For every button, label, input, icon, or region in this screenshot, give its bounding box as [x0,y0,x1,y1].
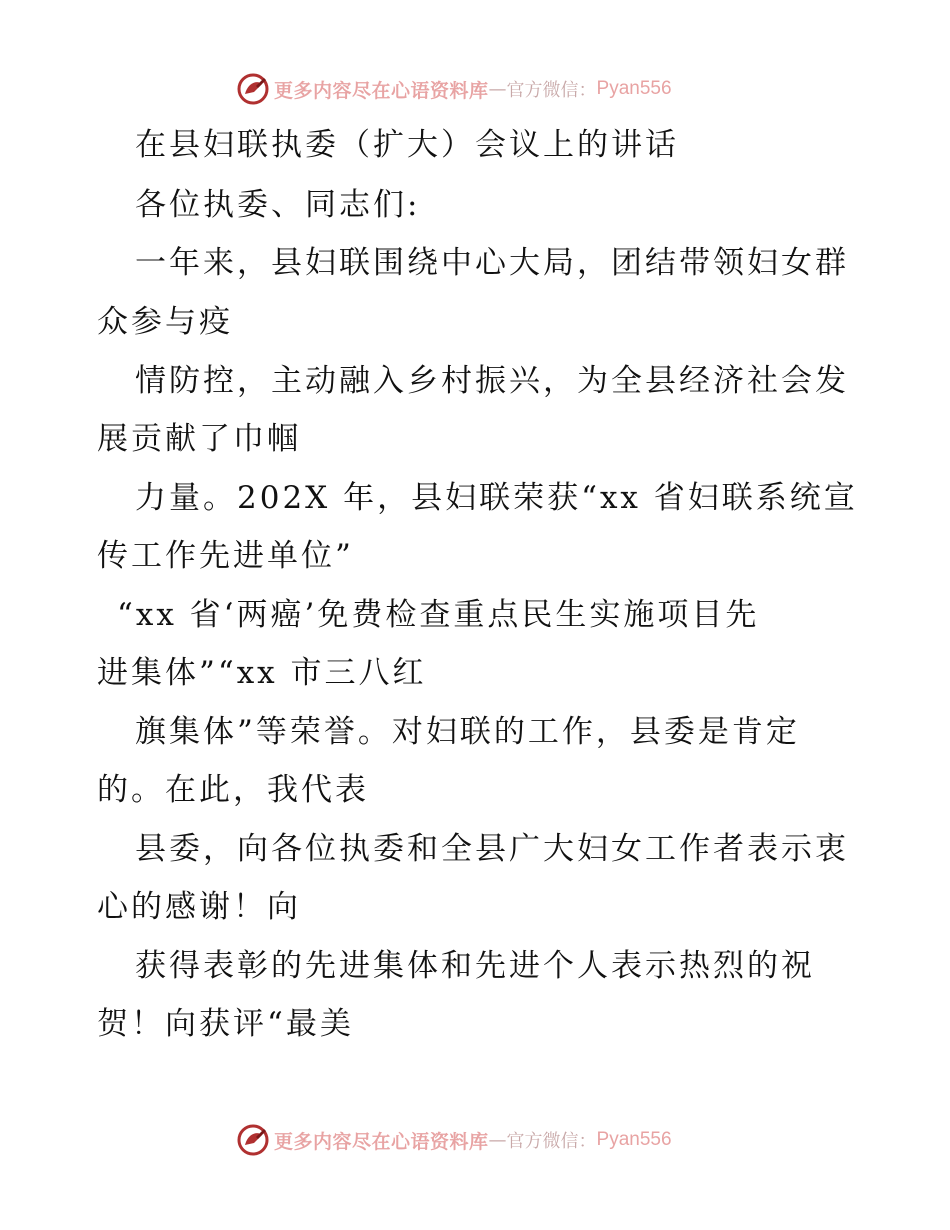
paragraph-line: 一年来，县妇联围绕中心大局，团结带领妇女群 [135,245,849,281]
paragraph-line: 传工作先进单位” [97,538,354,574]
watermark-wechat-label: 官方微信： [506,1131,597,1152]
brand-logo-icon [236,1123,270,1157]
header-watermark [236,72,672,106]
footer-watermark [236,1123,672,1157]
document-title: 在县妇联执委（扩大）会议上的讲话 [135,127,679,163]
watermark-wechat-id: Pyan556 [596,1129,672,1150]
paragraph-line: 的。在此，我代表 [97,772,369,808]
paragraph-line: 力量。202X 年，县妇联荣获“xx 省妇联系统宣 [135,480,858,516]
watermark-wechat-id: Pyan556 [596,78,672,99]
salutation: 各位执委、同志们: [135,187,421,223]
paragraph-line: 众参与疫 [97,304,233,340]
watermark-site: 更多内容尽在心语资料库 [274,1130,489,1153]
paragraph-line: 展贡献了巾帼 [97,421,301,457]
brand-logo-icon [236,72,270,106]
paragraph-line: “xx 省‘两癌’免费检查重点民生实施项目先 [117,597,760,633]
paragraph-line: 情防控，主动融入乡村振兴，为全县经济社会发 [135,363,849,399]
paragraph-line: 进集体”“xx 市三八红 [97,655,427,691]
paragraph-line: 旗集体”等荣誉。对妇联的工作，县委是肯定 [135,714,800,750]
paragraph-line: 心的感谢！向 [97,889,301,925]
watermark-site: 更多内容尽在心语资料库 [274,79,489,102]
watermark-separator: — [488,1129,507,1151]
watermark-wechat-label: 官方微信： [506,80,597,101]
paragraph-line: 县委，向各位执委和全县广大妇女工作者表示衷 [135,831,849,867]
watermark-separator: — [488,78,507,100]
paragraph-line: 获得表彰的先进集体和先进个人表示热烈的祝 [135,948,815,984]
paragraph-line: 贺！向获评“最美 [97,1006,354,1042]
